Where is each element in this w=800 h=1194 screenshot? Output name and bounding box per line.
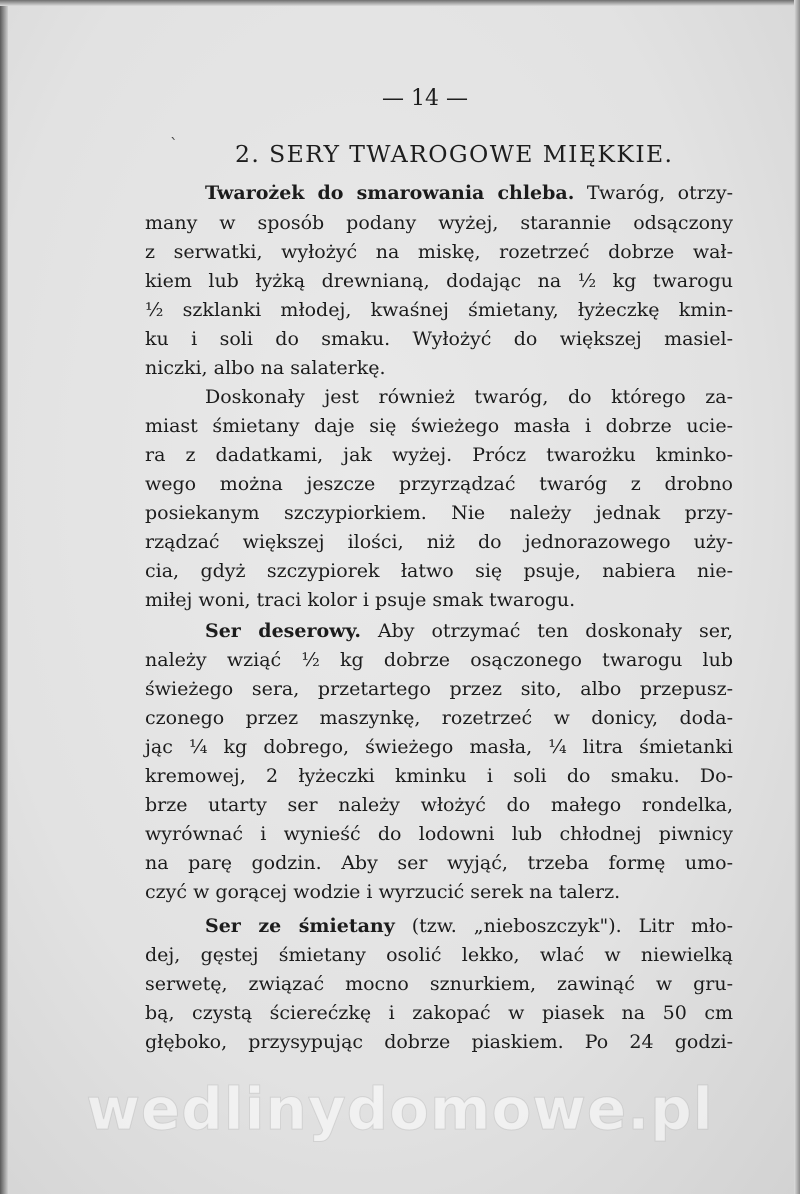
page-left-edge-shadow (0, 0, 8, 1194)
text-line (145, 823, 733, 845)
text-line (145, 444, 733, 466)
line-text: ku i soli do smaku. Wyłożyć do większej masiel- (145, 328, 733, 350)
bold-heading: Ser ze śmietany (205, 915, 395, 937)
text-line (145, 765, 733, 787)
line-text: jąc ¼ kg dobrego, świeżego masła, ¼ litra śmietanki (145, 736, 733, 758)
watermark: wedlinydomowe.pl (86, 1075, 714, 1143)
line-text: należy wziąć ½ kg dobrze osączonego twarogu lub (145, 649, 733, 671)
text-line (145, 1031, 733, 1053)
text-line (145, 852, 733, 874)
text-line (145, 299, 733, 321)
text-line (205, 182, 733, 204)
text-line (145, 241, 733, 263)
text-line (145, 973, 733, 995)
text-line (145, 649, 733, 671)
line-text: Twaróg, otrzy- (574, 182, 734, 204)
line-text: posiekanym szczypiorkiem. Nie należy jednak przy- (145, 502, 733, 524)
line-text: kiem lub łyżką drewnianą, dodając na ½ kg twarogu (145, 270, 733, 292)
line-text: z serwatki, wyłożyć na miskę, rozetrzeć dobrze wał- (145, 241, 733, 263)
text-line (145, 560, 733, 582)
line-text: czyć w gorącej wodzie i wyrzucić serek na talerz. (145, 881, 621, 903)
text-line (205, 386, 733, 408)
line-text: ra z dadatkami, jak wyżej. Prócz twarożku kminko- (145, 444, 733, 466)
text-line (145, 212, 733, 234)
text-line (145, 881, 733, 903)
text-line (145, 794, 733, 816)
text-line (145, 328, 733, 350)
line-text: głęboko, przysypując dobrze piaskiem. Po 24 godzi- (145, 1031, 733, 1053)
page-top-edge-shadow (0, 0, 800, 6)
text-line (145, 473, 733, 495)
page-number: — 14 — (382, 86, 468, 111)
line-text: miłej woni, traci kolor i psuje smak twarogu. (145, 589, 576, 611)
text-line (145, 944, 733, 966)
text-line (205, 915, 733, 937)
line-text: cia, gdyż szczypiorek łatwo się psuje, nabiera nie- (145, 560, 733, 582)
line-text: bą, czystą ścierećzkę i zakopać w piasek na 50 cm (145, 1002, 733, 1024)
text-line (205, 620, 733, 642)
text-line (145, 678, 733, 700)
line-text: brze utarty ser należy włożyć do małego rondelka, (145, 794, 733, 816)
scan-speck: ` (170, 135, 178, 154)
text-line (145, 502, 733, 524)
bold-heading: Ser deserowy. (205, 620, 361, 642)
line-text: na parę godzin. Aby ser wyjąć, trzeba formę umo- (145, 852, 733, 874)
line-text: wego można jeszcze przyrządzać twaróg z drobno (145, 473, 733, 495)
line-text: miast śmietany daje się świeżego masła i dobrze ucie- (145, 415, 733, 437)
text-line (145, 270, 733, 292)
line-text: świeżego sera, przetartego przez sito, albo przepusz- (145, 678, 733, 700)
bold-heading: Twarożek do smarowania chleba. (205, 182, 575, 204)
line-text: wyrównać i wynieść do lodowni lub chłodnej piwnicy (145, 823, 733, 845)
text-line (145, 357, 733, 379)
line-text: niczki, albo na salaterkę. (145, 357, 386, 379)
line-text: dej, gęstej śmietany osolić lekko, wlać w niewielką (145, 944, 733, 966)
line-text: kremowej, 2 łyżeczki kminku i soli do smaku. Do- (145, 765, 733, 787)
line-text: (tzw. „nieboszczyk"). Litr mło- (394, 915, 733, 937)
page-right-edge-shadow (794, 0, 800, 1194)
text-line (145, 415, 733, 437)
text-line (145, 736, 733, 758)
section-title: 2. SERY TWAROGOWE MIĘKKIE. (235, 140, 674, 168)
line-text: ½ szklanki młodej, kwaśnej śmietany, łyżeczkę kmin- (145, 299, 733, 321)
line-text: Aby otrzymać ten doskonały ser, (361, 620, 733, 642)
text-line (145, 531, 733, 553)
line-text: czonego przez maszynkę, rozetrzeć w donicy, doda- (145, 707, 733, 729)
line-text: Doskonały jest również twaróg, do którego za- (205, 386, 733, 408)
text-line (145, 707, 733, 729)
text-line (145, 1002, 733, 1024)
line-text: rządzać większej ilości, niż do jednorazowego uży- (145, 531, 733, 553)
text-line (145, 589, 733, 611)
line-text: many w sposób podany wyżej, starannie odsączony (145, 212, 733, 234)
line-text: serwetę, związać mocno sznurkiem, zawinąć w gru- (145, 973, 733, 995)
